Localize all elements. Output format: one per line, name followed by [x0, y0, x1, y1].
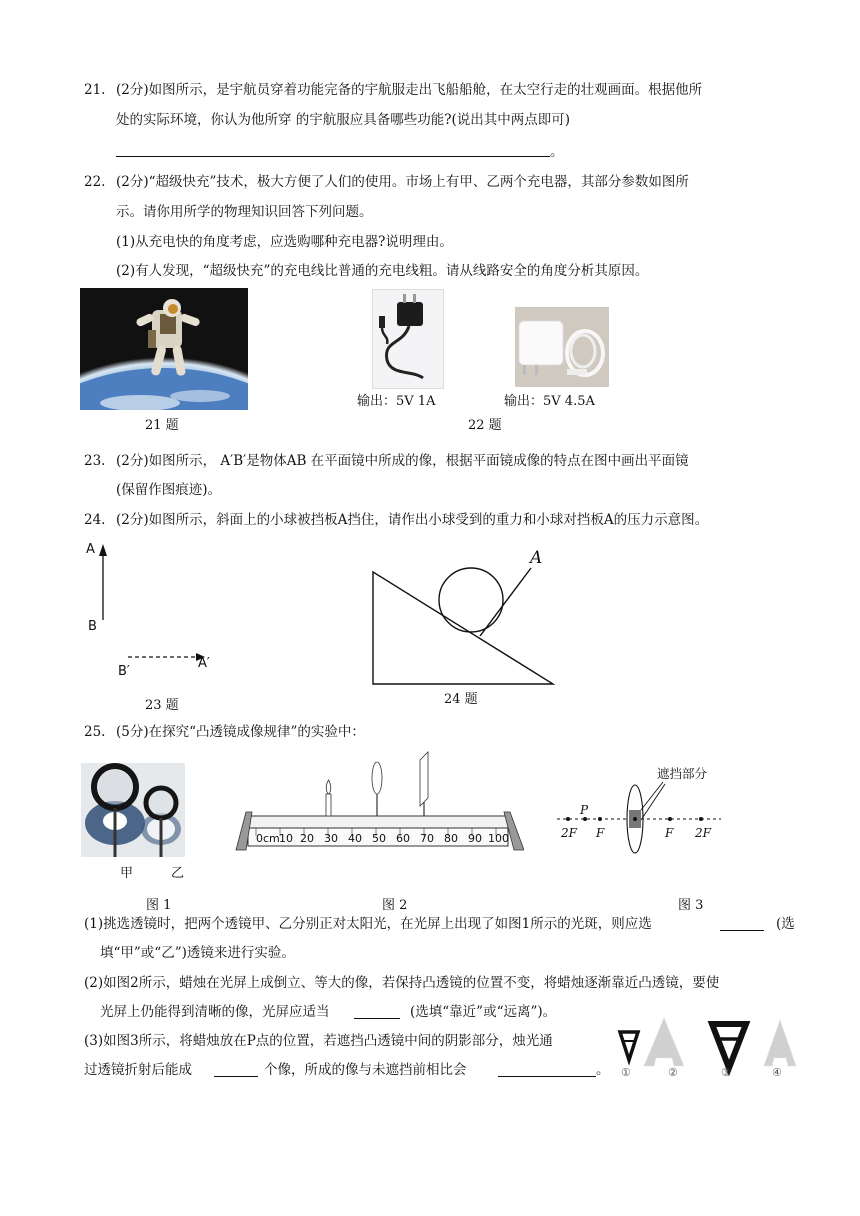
label-A: A [86, 542, 95, 557]
q25-s2-tail: (选填“靠近”或“远离”)。 [410, 1004, 557, 1020]
point-F-left [598, 817, 602, 821]
lens-yi-label: 乙 [171, 866, 185, 881]
label-A-prime: A′ [198, 656, 210, 671]
fig2-caption: 图 2 [382, 898, 408, 913]
fig3-caption: 图 3 [678, 898, 704, 913]
q21-end: 。 [550, 144, 564, 160]
charger-yi-photo [515, 307, 609, 387]
charger-jia-output: 输出：5V 1A [357, 394, 436, 409]
q25-s1-tail: (选 [776, 916, 795, 932]
bench-rail [248, 816, 508, 828]
fig22-caption: 22 题 [468, 418, 502, 433]
charger-jia-photo [372, 289, 444, 389]
option-3-inverted-A-large [712, 1024, 746, 1068]
object-ab-arrowhead [99, 544, 107, 556]
q22-sub2: (2)有人发现，“超级快充”的充电线比普通的充电线粗。请从线路安全的角度分析其原因。 [116, 263, 649, 279]
scale-label-90: 90 [468, 832, 482, 845]
q25-s2-text: (2)如图2所示，蜡烛在光屏上成倒立、等大的像，若保持凸透镜的位置不变，将蜡烛逐渐靠近凸透镜，要使 [84, 975, 720, 991]
option-2-label: ② [668, 1066, 678, 1079]
q25-s2-blank[interactable] [354, 1018, 400, 1019]
label-P: P [580, 803, 589, 817]
q25-number: 25. [84, 724, 106, 740]
charger-yi-output: 输出：5V 4.5A [504, 394, 595, 409]
scale-label-50: 50 [372, 832, 386, 845]
scale-labels [252, 830, 508, 848]
option-4-upright-A-faded [764, 1020, 796, 1066]
q25-s3-line2b: 个像，所成的像与未遮挡前相比会 [264, 1062, 467, 1078]
point-F-right [668, 817, 672, 821]
q22-sub1: (1)从充电快的角度考虑，应选购哪种充电器?说明理由。 [116, 234, 453, 250]
point-2F-right [699, 817, 703, 821]
q22-line2: 示。请你用所学的物理知识回答下列问题。 [116, 204, 373, 220]
light-screen [420, 752, 428, 816]
scale-label-30: 30 [324, 832, 338, 845]
label-2F-left: 2F [561, 826, 577, 840]
ball [439, 568, 503, 632]
q21-answer-blank[interactable] [116, 156, 550, 157]
label-F-left: F [596, 826, 605, 840]
convex-lens [372, 762, 382, 816]
shade-label: 遮挡部分 [657, 766, 708, 781]
option-2-upright-A-faded [644, 1018, 684, 1066]
option-3-label: ③ [721, 1066, 731, 1079]
scale-label-100: 100 [488, 832, 509, 845]
fig24-caption: 24 题 [444, 692, 478, 707]
lens-jia-label: 甲 [120, 866, 134, 881]
q25-s3-line2a: 过透镜折射后能成 [84, 1062, 192, 1078]
q23-line2: (保留作图痕迹)。 [116, 482, 222, 498]
q22-line1: (2分)“超级快充”技术，极大方便了人们的使用。市场上有甲、乙两个充电器，其部分参数如图所 [116, 174, 689, 190]
q22-number: 22. [84, 174, 106, 190]
label-baffle-A: A [530, 548, 543, 568]
option-1-inverted-A-small [620, 1032, 638, 1060]
q21-line1: (2分)如图所示，是宇航员穿着功能完备的宇航服走出飞船船舱，在太空行走的壮观画面。根据他所 [116, 82, 703, 98]
label-2F-right: 2F [695, 826, 711, 840]
q25-line1: (5分)在探究“凸透镜成像规律”的实验中： [116, 724, 365, 740]
scale-label-40: 40 [348, 832, 362, 845]
option-1-label: ① [621, 1066, 631, 1079]
q23-line1: (2分)如图所示， A′B′是物体AB 在平面镜中所成的像，根据平面镜成像的特点在图中画出平面镜 [116, 453, 689, 469]
candle [326, 780, 331, 816]
lens-photo [81, 763, 185, 857]
label-B-prime: B′ [118, 664, 130, 679]
q25-s2-line2: 光屏上仍能得到清晰的像，光屏应适当 [100, 1004, 330, 1020]
fig23-caption: 23 题 [145, 698, 179, 713]
astronaut-photo [80, 288, 248, 410]
fig1-caption: 图 1 [146, 898, 172, 913]
q25-s1-text: (1)挑选透镜时，把两个透镜甲、乙分别正对太阳光，在光屏上出现了如图1所示的光斑，则应选 [84, 916, 652, 932]
q23-number: 23. [84, 453, 106, 469]
fig21-caption: 21 题 [145, 418, 179, 433]
baffle-A [480, 568, 531, 636]
scale-label-20: 20 [300, 832, 314, 845]
point-O [633, 817, 637, 821]
point-P [583, 817, 587, 821]
q25-s3-text: (3)如图3所示，将蜡烛放在P点的位置，若遮挡凸透镜中间的阴影部分，烛光通 [84, 1033, 553, 1049]
q24-line1: (2分)如图所示，斜面上的小球被挡板A挡住，请作出小球受到的重力和小球对挡板A的压力示意图。 [116, 512, 709, 528]
label-B: B [88, 619, 97, 634]
option-4-label: ④ [772, 1066, 782, 1079]
scale-label-0: 0cm [256, 832, 280, 845]
q21-number: 21. [84, 82, 106, 98]
scale-label-80: 80 [444, 832, 458, 845]
label-O: O [631, 826, 641, 840]
q24-number: 24. [84, 512, 106, 528]
scale-label-70: 70 [420, 832, 434, 845]
point-2F-left [566, 817, 570, 821]
q25-s3-blank1[interactable] [214, 1076, 258, 1077]
q25-s1-blank[interactable] [720, 930, 764, 931]
incline-triangle [373, 572, 553, 684]
scale-label-60: 60 [396, 832, 410, 845]
q25-s3-blank2[interactable] [498, 1076, 596, 1077]
q21-line2: 处的实际环境，你认为他所穿 的宇航服应具备哪些功能?(说出其中两点即可) [116, 112, 571, 128]
scale-label-10: 10 [279, 832, 293, 845]
label-F-right: F [665, 826, 674, 840]
q25-s1-line2: 填“甲”或“乙”)透镜来进行实验。 [100, 945, 295, 961]
q25-s3-end: 。 [596, 1062, 610, 1078]
